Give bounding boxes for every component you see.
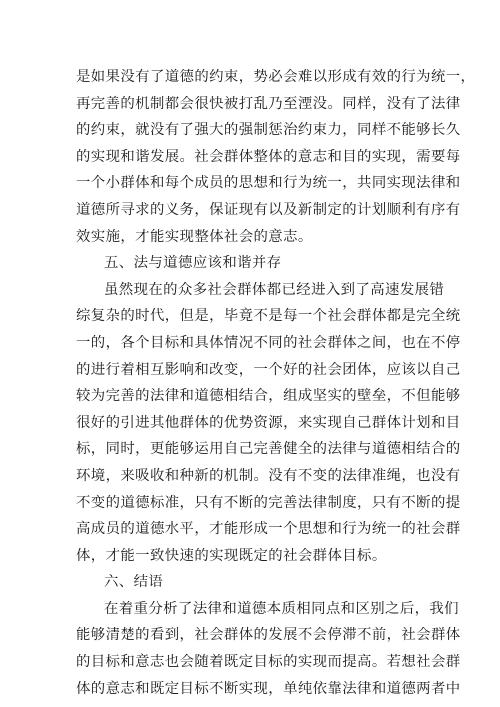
paragraph-line: 虽然现在的众多社会群体都已经进入到了高速发展错 bbox=[104, 281, 445, 298]
paragraph-line: 高成员的道德水平，才能形成一个思想和行为统一的社会群 bbox=[76, 521, 461, 538]
section-heading-5: 五、法与道德应该和谐并存 bbox=[104, 255, 282, 272]
paragraph-line: 一的，各个目标和具体情况不同的社会群体之间，也在不停 bbox=[76, 334, 461, 351]
paragraph-line: 道德所寻求的义务，保证现有以及新制定的计划顺利有序有 bbox=[76, 201, 461, 218]
paragraph-line: 环境，来吸收和种新的机制。没有不变的法律准绳，也没有 bbox=[76, 467, 461, 484]
section-heading-6: 六、结语 bbox=[104, 574, 164, 591]
paragraph-line: 在着重分析了法律和道德本质相同点和区别之后，我们 bbox=[104, 600, 459, 617]
paragraph-line: 很好的引进其他群体的优势资源，来实现自己群体计划和目 bbox=[76, 414, 461, 431]
paragraph-line: 能够清楚的看到，社会群体的发展不会停滞不前，社会群体 bbox=[76, 627, 461, 644]
paragraph-line: 体的意志和既定目标不断实现，单纯依靠法律和道德两者中 bbox=[76, 680, 461, 697]
paragraph-line: 的进行着相互影响和改变，一个好的社会团体，应该以自己 bbox=[76, 361, 461, 378]
paragraph-line: 较为完善的法律和道德相结合，组成坚实的壁垒，不但能够 bbox=[76, 388, 461, 405]
paragraph-line: 一个小群体和每个成员的思想和行为统一，共同实现法律和 bbox=[76, 175, 461, 192]
paragraph-line: 的目标和意志也会随着既定目标的实现而提高。若想社会群 bbox=[76, 654, 461, 671]
document-body bbox=[76, 64, 476, 702]
paragraph-line: 综复杂的时代，但是，毕竟不是每一个社会群体都是完全统 bbox=[76, 308, 461, 325]
paragraph-line: 体，才能一致快速的实现既定的社会群体目标。 bbox=[76, 547, 387, 564]
paragraph-line: 标，同时，更能够运用自己完善健全的法律与道德相结合的 bbox=[76, 441, 461, 458]
paragraph-line: 效实施，才能实现整体社会的意志。 bbox=[76, 228, 313, 245]
paragraph-line: 的约束，就没有了强大的强制惩治约束力，同样不能够长久 bbox=[76, 122, 461, 139]
paragraph-line: 再完善的机制都会很快被打乱乃至湮没。同样，没有了法律 bbox=[76, 95, 461, 112]
paragraph-line: 是如果没有了道德的约束，势必会难以形成有效的行为统一， bbox=[76, 69, 476, 85]
paragraph-line: 的实现和谐发展。社会群体整体的意志和目的实现，需要每 bbox=[76, 148, 461, 165]
paragraph-line: 不变的道德标准，只有不断的完善法律制度，只有不断的提 bbox=[76, 494, 461, 511]
